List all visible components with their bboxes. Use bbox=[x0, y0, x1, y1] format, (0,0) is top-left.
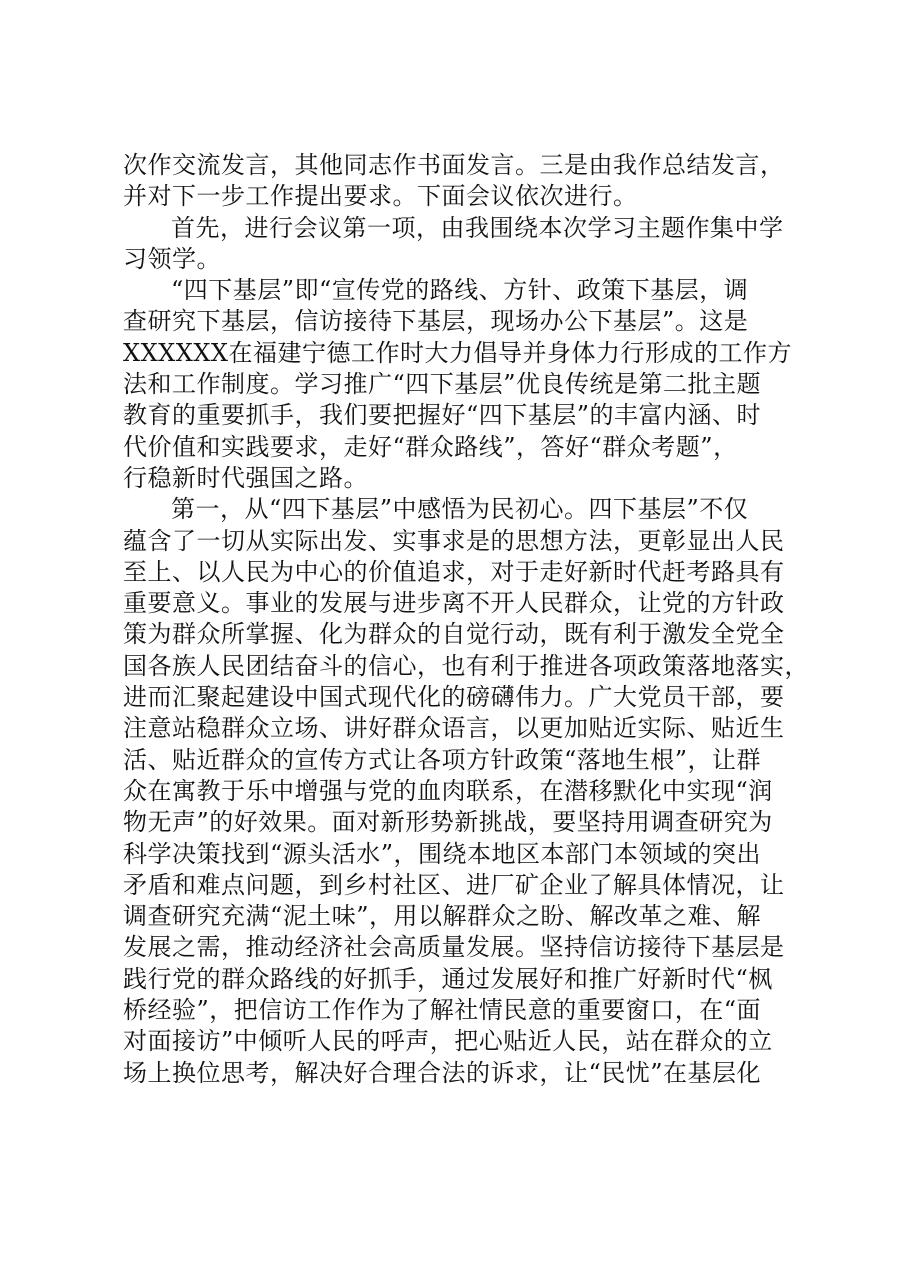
text-line: 首先，进行会议第一项，由我围绕本次学习主题作集中学 bbox=[171, 213, 784, 242]
text-line: 重要意义。事业的发展与进步离不开人民群众，让党的方针政 bbox=[123, 589, 785, 618]
text-line: XXXXXX在福建宁德工作时大力倡导并身体力行形成的工作方 bbox=[123, 338, 793, 367]
text-line: 对面接访”中倾听人民的呼声，把心贴近人民，站在群众的立 bbox=[123, 1027, 773, 1056]
text-line: 矛盾和难点问题，到乡村社区、进厂矿企业了解具体情况，让 bbox=[123, 870, 785, 899]
text-line: 教育的重要抓手，我们要把握好“四下基层”的丰富内涵、时 bbox=[123, 401, 762, 430]
text-line: 次作交流发言，其他同志作书面发言。三是由我作总结发言， bbox=[123, 151, 785, 179]
text-line: 至上、以人民为中心的价值追求，对于走好新时代赶考路具有 bbox=[123, 557, 785, 586]
text-line: 场上换位思考，解决好合理合法的诉求，让“民忧”在基层化 bbox=[123, 1058, 762, 1087]
text-line: 国各族人民团结奋斗的信心，也有利于推进各项政策落地落实， bbox=[123, 651, 809, 680]
text-line: 注意站稳群众立场、讲好群众语言，以更加贴近实际、贴近生 bbox=[123, 714, 785, 743]
text-line: 蕴含了一切从实际出发、实事求是的思想方法，更彰显出人民 bbox=[123, 526, 785, 555]
text-line: 进而汇聚起建设中国式现代化的磅礴伟力。广大党员干部，要 bbox=[123, 683, 785, 712]
text-line: 代价值和实践要求，走好“群众路线”，答好“群众考题”， bbox=[123, 432, 738, 461]
text-line: 法和工作制度。学习推广“四下基层”优良传统是第二批主题 bbox=[123, 370, 762, 399]
text-line: 调查研究充满“泥土味”，用以解群众之盼、解改革之难、解 bbox=[123, 902, 762, 931]
text-line: 并对下一步工作提出要求。下面会议依次进行。 bbox=[123, 182, 638, 211]
text-line: 习领学。 bbox=[123, 244, 221, 273]
text-line: “四下基层”即“宣传党的路线、方针、政策下基层，调 bbox=[171, 276, 749, 305]
text-line: 行稳新时代强国之路。 bbox=[123, 463, 368, 492]
text-line: 活、贴近群众的宣传方式让各项方针政策“落地生根”，让群 bbox=[123, 745, 762, 774]
text-line: 践行党的群众路线的好抓手，通过发展好和推广好新时代“枫 bbox=[123, 964, 773, 993]
text-line: 桥经验”，把信访工作作为了解社情民意的重要窗口，在“面 bbox=[123, 996, 762, 1025]
text-line: 查研究下基层，信访接待下基层，现场办公下基层”。这是 bbox=[123, 307, 749, 336]
text-line: 策为群众所掌握、化为群众的自觉行动，既有利于激发全党全 bbox=[123, 620, 785, 649]
document-body bbox=[123, 150, 809, 1089]
text-line: 物无声”的好效果。面对新形势新挑战，要坚持用调查研究为 bbox=[123, 808, 773, 837]
text-line: 第一，从“四下基层”中感悟为民初心。四下基层”不仅 bbox=[171, 495, 749, 524]
text-line: 科学决策找到“源头活水”，围绕本地区本部门本领域的突出 bbox=[123, 839, 762, 868]
text-line: 众在寓教于乐中增强与党的血肉联系，在潜移默化中实现“润 bbox=[123, 776, 773, 805]
text-line: 发展之需，推动经济社会高质量发展。坚持信访接待下基层是 bbox=[123, 933, 785, 962]
